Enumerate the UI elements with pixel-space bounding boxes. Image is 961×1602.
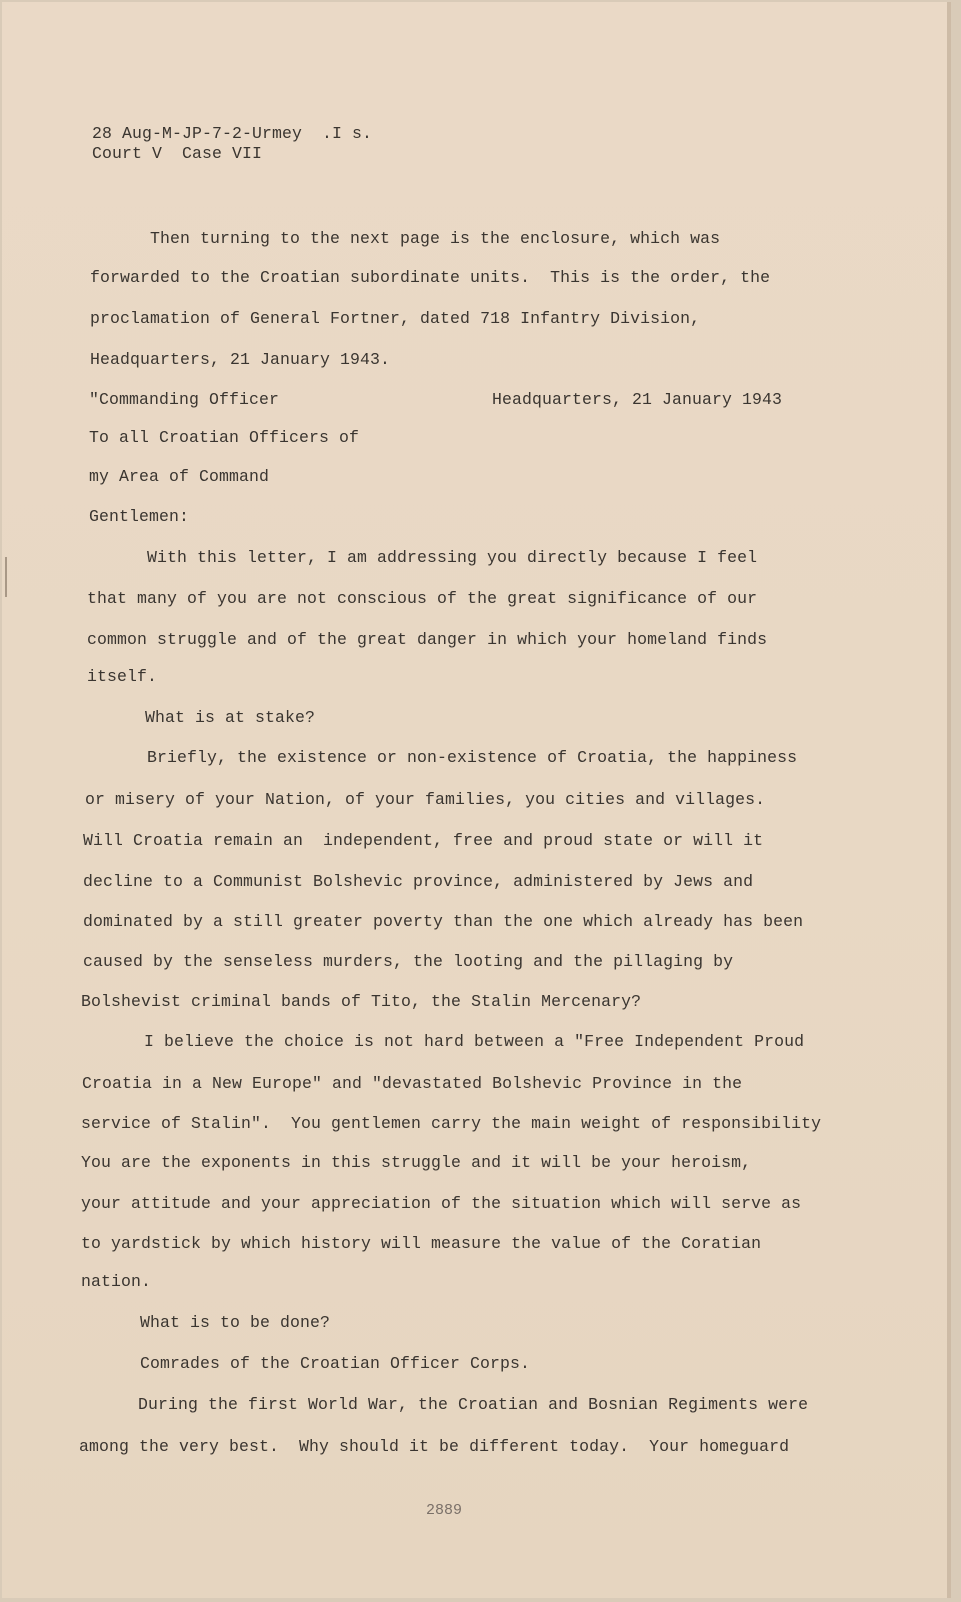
body-line: dominated by a still greater poverty than the one which already has been	[83, 912, 804, 931]
body-line: among the very best. Why should it be different today. Your homeguard	[79, 1437, 790, 1456]
body-line: Bolshevist criminal bands of Tito, the Stalin Mercenary?	[81, 992, 642, 1011]
question-heading: What is to be done?	[140, 1313, 331, 1332]
body-line: decline to a Communist Bolshevic province, administered by Jews and	[83, 872, 754, 891]
body-line: You are the exponents in this struggle and it will be your heroism,	[81, 1153, 752, 1172]
letter-place-date: Headquarters, 21 January 1943	[492, 390, 783, 409]
intro-line: proclamation of General Fortner, dated 718 Infantry Division,	[90, 309, 701, 328]
intro-line: Headquarters, 21 January 1943.	[90, 350, 391, 369]
body-line: nation.	[81, 1272, 152, 1291]
body-line: or misery of your Nation, of your families, you cities and villages.	[85, 790, 766, 809]
body-line: During the first World War, the Croatian and Bosnian Regiments were	[138, 1395, 809, 1414]
letter-recipient: my Area of Command	[89, 467, 270, 486]
document-page	[2, 2, 951, 1598]
body-line: I believe the choice is not hard between a "Free Independent Proud	[144, 1032, 805, 1051]
letter-from: "Commanding Officer	[89, 390, 280, 409]
body-line: itself.	[87, 667, 158, 686]
header-line-2: Court V Case VII	[92, 144, 263, 163]
letter-recipient: To all Croatian Officers of	[89, 428, 360, 447]
body-line: service of Stalin". You gentlemen carry the main weight of responsibility	[81, 1114, 822, 1133]
body-line: to yardstick by which history will measure the value of the Coratian	[81, 1234, 762, 1253]
salutation: Gentlemen:	[89, 507, 190, 526]
body-line: that many of you are not conscious of the great significance of our	[87, 589, 758, 608]
body-line: caused by the senseless murders, the looting and the pillaging by	[83, 952, 734, 971]
question-heading: What is at stake?	[145, 708, 316, 727]
body-line: common struggle and of the great danger in which your homeland finds	[87, 630, 768, 649]
body-line: Briefly, the existence or non-existence of Croatia, the happiness	[147, 748, 798, 767]
page-number: 2889	[426, 1502, 463, 1519]
intro-line: Then turning to the next page is the enclosure, which was	[150, 229, 721, 248]
address-line: Comrades of the Croatian Officer Corps.	[140, 1354, 531, 1373]
body-line: your attitude and your appreciation of the situation which will serve as	[81, 1194, 802, 1213]
body-line: Will Croatia remain an independent, free and proud state or will it	[83, 831, 764, 850]
header-line-1: 28 Aug-M-JP-7-2-Urmey .I s.	[92, 124, 373, 143]
intro-line: forwarded to the Croatian subordinate units. This is the order, the	[90, 268, 771, 287]
body-line: Croatia in a New Europe" and "devastated Bolshevic Province in the	[82, 1074, 743, 1093]
binding-mark	[5, 557, 7, 597]
body-line: With this letter, I am addressing you directly because I feel	[147, 548, 758, 567]
